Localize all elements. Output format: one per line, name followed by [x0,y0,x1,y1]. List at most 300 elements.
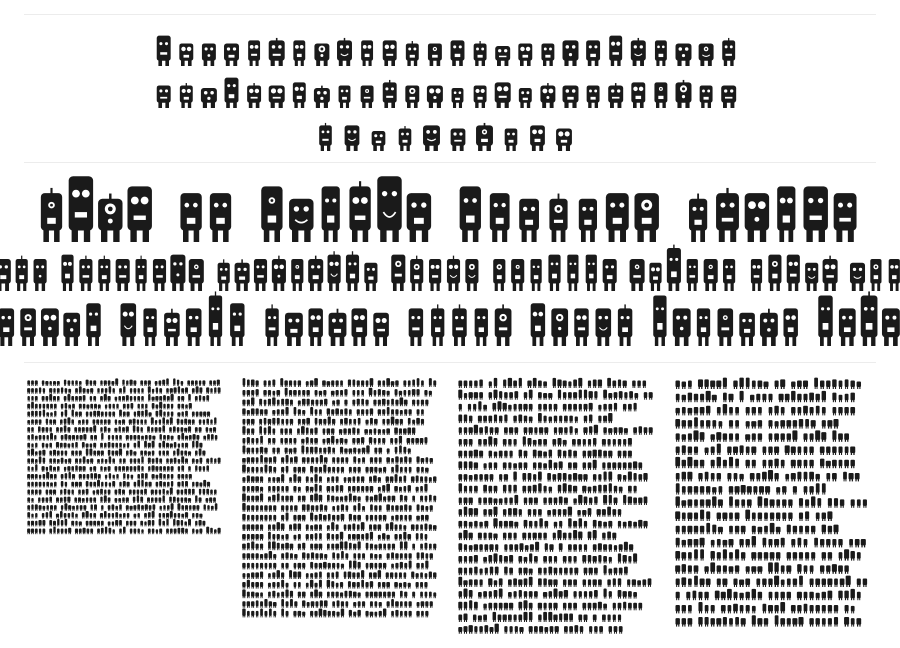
robot-glyph [838,407,842,415]
robot-glyph [729,566,734,573]
robot-glyph [850,393,854,403]
robot-glyph [799,526,803,534]
robot-glyph [307,399,310,406]
robot-glyph [129,490,132,496]
robot-glyph [763,460,767,468]
robot-glyph [392,496,396,503]
robot-glyph [199,520,202,526]
robot-glyph [528,533,531,541]
robot-glyph [488,555,492,564]
robot-glyph [797,394,801,402]
robot-glyph [845,447,849,455]
robot-glyph [408,390,411,397]
robot-glyph [390,476,394,483]
robot-glyph [400,467,403,474]
robot-glyph [49,520,52,526]
robot-glyph [115,498,118,503]
robot-glyph [167,482,170,488]
robot-glyph [386,476,389,483]
robot-glyph [584,416,587,424]
robot-glyph [247,400,250,407]
robot-glyph [638,497,642,505]
robot-glyph [31,482,34,488]
robot-glyph [31,521,34,527]
robot-glyph [618,614,621,622]
robot-glyph [156,482,159,488]
robot-glyph [65,529,68,535]
robot-glyph [122,497,125,503]
robot-glyph [260,563,263,570]
robot-glyph [400,410,403,416]
robot-glyph [428,43,442,66]
robot-glyph [541,43,554,66]
robot-glyph [210,490,213,496]
robot-glyph [863,579,867,587]
robot-glyph [614,486,617,494]
robot-glyph [181,497,184,503]
robot-glyph [144,419,146,425]
robot-glyph [20,308,36,346]
robot-glyph [682,564,686,574]
robot-glyph [514,544,518,552]
robot-glyph [839,460,843,468]
robot-glyph [68,505,71,511]
robot-glyph [277,418,280,425]
robot-glyph [311,552,314,559]
robot-glyph [306,418,310,425]
robot-glyph [373,572,377,579]
robot-glyph [331,436,334,445]
robot-glyph [53,458,56,464]
robot-glyph [264,465,267,474]
robot-glyph [255,524,258,531]
robot-glyph [644,392,647,400]
robot-glyph [395,400,398,407]
robot-glyph [173,426,176,432]
robot-glyph [68,380,71,386]
robot-glyph [700,499,704,507]
robot-glyph [378,524,382,531]
robot-glyph [302,612,305,618]
robot-glyph [166,529,169,535]
robot-glyph [503,462,507,470]
robot-glyph [785,394,790,402]
robot-glyph [700,538,705,548]
robot-glyph [53,521,56,527]
robot-glyph [400,457,403,464]
robot-glyph [519,590,522,599]
robot-glyph [281,474,284,483]
robot-glyph [805,511,809,521]
robot-glyph [509,603,513,611]
robot-glyph [247,573,250,579]
robot-glyph [533,485,537,494]
robot-glyph [753,486,757,494]
robot-glyph [378,380,381,387]
robot-glyph [242,486,245,493]
robot-glyph [86,380,89,386]
robot-glyph [544,521,548,529]
robot-glyph [179,43,193,66]
robot-glyph [46,497,49,503]
robot-glyph [269,563,272,570]
robot-glyph [294,505,297,512]
robot-glyph [156,411,159,417]
robot-glyph [833,407,837,415]
robot-glyph [337,600,340,607]
robot-glyph [623,380,627,388]
robot-glyph [407,438,411,445]
robot-glyph [185,505,188,511]
robot-glyph [539,427,543,435]
robot-glyph [508,579,512,587]
robot-glyph [499,498,503,505]
robot-glyph [745,510,750,521]
robot-glyph [361,85,374,108]
robot-glyph [822,592,826,600]
robot-glyph [269,457,272,464]
robot-glyph [345,553,348,560]
robot-glyph [285,388,288,397]
robot-glyph [284,438,287,445]
robot-glyph [704,566,708,573]
robot-glyph [608,83,623,108]
robot-glyph [203,489,206,495]
robot-glyph [828,498,832,508]
robot-glyph [352,380,355,387]
robot-glyph [563,556,567,564]
robot-glyph [508,405,511,412]
robot-glyph [370,378,374,387]
robot-glyph [340,485,343,492]
robot-glyph [177,427,180,433]
robot-glyph [433,476,436,483]
robot-glyph [370,544,373,551]
robot-glyph [739,580,744,587]
robot-glyph [108,396,111,402]
robot-glyph [675,511,680,521]
robot-glyph [39,451,42,457]
robot-glyph [717,539,721,547]
robot-glyph [474,450,478,459]
robot-glyph [242,426,245,435]
robot-glyph [130,380,133,386]
robot-glyph [811,420,816,428]
robot-glyph [474,425,478,435]
robot-glyph [799,513,803,521]
robot-glyph [314,589,318,598]
robot-glyph [79,482,82,488]
robot-glyph [464,393,467,400]
robot-glyph [327,544,330,551]
robot-glyph [845,394,849,402]
robot-glyph [791,382,795,389]
robot-glyph [349,543,352,550]
robot-glyph [554,416,557,424]
robot-glyph [31,419,34,425]
robot-glyph [514,427,518,435]
robot-glyph [633,592,637,599]
robot-glyph [529,591,533,599]
robot-glyph [177,449,180,457]
robot-glyph [522,533,526,541]
robot-glyph [79,386,82,394]
robot-glyph [0,259,11,291]
robot-glyph [399,391,402,397]
robot-glyph [332,611,335,618]
robot-glyph [399,524,402,531]
robot-glyph [628,451,632,459]
robot-glyph [609,557,612,564]
robot-glyph [716,432,721,442]
robot-glyph [750,395,754,402]
robot-glyph [429,495,432,502]
robot-glyph [567,255,578,291]
robot-glyph [31,504,33,510]
robot-glyph [564,626,568,634]
robot-glyph [50,427,52,433]
robot-glyph [196,505,199,511]
robot-glyph [60,427,63,433]
robot-glyph [131,403,134,409]
robot-glyph [588,603,592,611]
glyph-row-digits [319,123,572,151]
robot-glyph [483,591,487,599]
robot-glyph [259,426,262,435]
robot-glyph [504,544,507,552]
robot-glyph [706,406,710,416]
robot-glyph [479,626,482,634]
robot-glyph [310,592,313,599]
robot-glyph [149,412,152,417]
robot-glyph [281,580,284,589]
robot-glyph [484,625,488,634]
robot-glyph [196,441,199,449]
robot-glyph [504,392,507,400]
robot-glyph [281,592,284,599]
robot-glyph [319,572,322,579]
robot-glyph [357,438,360,445]
robot-glyph [206,489,209,495]
robot-glyph [469,451,473,459]
robot-glyph [391,458,394,464]
robot-glyph [370,532,373,541]
robot-glyph [316,457,319,464]
robot-glyph [83,456,86,464]
robot-glyph [247,380,250,387]
robot-glyph [425,553,428,560]
robot-glyph [104,511,107,519]
robot-glyph [203,396,206,402]
robot-glyph [100,497,102,503]
robot-glyph [787,592,791,600]
robot-glyph [509,392,513,400]
robot-glyph [148,386,151,394]
robot-glyph [148,443,151,449]
robot-glyph [822,407,826,415]
robot-glyph [378,429,381,435]
robot-glyph [614,392,618,400]
robot-glyph [409,409,412,416]
robot-glyph [277,493,280,502]
robot-glyph [64,497,67,503]
robot-glyph [90,380,93,386]
robot-glyph [101,433,103,441]
robot-glyph [694,513,698,521]
robot-glyph [119,388,122,394]
robot-glyph [174,513,177,519]
robot-glyph [421,515,424,522]
robot-glyph [400,419,403,426]
robot-glyph [844,433,849,441]
robot-glyph [134,458,137,464]
robot-glyph [264,611,267,618]
robot-glyph [603,544,607,552]
robot-glyph [214,490,217,496]
robot-glyph [314,438,318,445]
robot-glyph [420,572,423,579]
robot-glyph [302,457,306,464]
robot-glyph [39,404,41,410]
robot-glyph [46,396,49,402]
robot-glyph [378,582,381,589]
robot-glyph [134,521,137,527]
robot-glyph [242,477,245,483]
robot-glyph [563,451,566,459]
robot-glyph [780,379,785,389]
robot-glyph [314,474,317,483]
robot-glyph [804,486,808,494]
robot-glyph [774,473,778,481]
robot-glyph [251,419,255,426]
robot-glyph [788,513,792,521]
robot-glyph [513,416,516,424]
robot-glyph [687,526,692,534]
robot-glyph [83,395,86,401]
robot-glyph [712,487,716,494]
robot-glyph [323,448,326,455]
robot-glyph [302,410,305,416]
robot-glyph [260,455,263,464]
robot-glyph [379,554,382,560]
robot-glyph [583,439,586,447]
robot-glyph [710,434,714,441]
robot-glyph [577,439,581,447]
robot-glyph [387,400,390,407]
robot-glyph [644,427,648,435]
robot-glyph [710,562,715,573]
robot-glyph [151,427,153,433]
robot-glyph [564,613,568,622]
robot-glyph [206,419,209,425]
robot-glyph [504,626,507,634]
robot-glyph [112,521,114,526]
robot-glyph [538,462,542,470]
robot-glyph [264,418,267,425]
robot-glyph [458,451,462,459]
robot-glyph [508,485,511,494]
robot-glyph [260,592,263,598]
robot-glyph [272,448,275,455]
robot-glyph [260,467,263,474]
robot-glyph [504,474,508,482]
robot-glyph [395,524,398,531]
robot-glyph [425,611,428,618]
robot-glyph [310,611,313,618]
robot-glyph [580,626,583,634]
robot-glyph [72,435,75,441]
robot-glyph [430,505,433,512]
robot-glyph [294,601,297,608]
robot-glyph [47,505,49,511]
robot-glyph [218,387,221,393]
robot-glyph [716,618,721,626]
robot-glyph [628,438,632,447]
robot-glyph [382,582,385,589]
headline-line-3 [0,291,900,346]
robot-glyph [46,467,48,472]
robot-glyph [509,568,513,576]
robot-glyph [741,485,746,495]
robot-glyph [573,462,577,470]
robot-glyph [78,427,81,433]
robot-glyph [787,525,791,535]
robot-glyph [358,601,361,608]
robot-glyph [474,626,477,634]
robot-glyph [548,612,552,622]
robot-glyph [82,490,85,496]
robot-glyph [369,524,372,531]
robot-glyph [559,568,562,576]
robot-glyph [71,521,74,527]
robot-glyph [495,624,499,634]
robot-glyph [563,40,579,66]
robot-glyph [46,404,49,410]
robot-glyph [612,533,616,541]
robot-glyph [369,476,372,483]
robot-glyph [53,527,55,535]
robot-glyph [391,381,395,387]
robot-glyph [379,544,382,551]
robot-glyph [698,592,702,600]
robot-glyph [93,419,96,425]
robot-glyph [75,465,78,471]
robot-glyph [80,505,83,511]
robot-glyph [185,404,188,409]
robot-glyph [281,409,284,416]
robot-glyph [206,465,209,471]
robot-glyph [518,462,522,470]
robot-glyph [741,526,746,534]
robot-glyph [341,514,345,521]
robot-glyph [504,451,507,459]
robot-glyph [242,438,245,445]
robot-glyph [425,592,428,599]
robot-glyph [598,450,602,459]
robot-glyph [272,397,275,406]
robot-glyph [400,553,403,560]
robot-glyph [421,458,425,464]
robot-glyph [673,308,691,346]
robot-glyph [758,552,762,560]
robot-glyph [286,455,289,464]
robot-glyph [264,409,267,416]
robot-glyph [602,509,606,517]
robot-glyph [529,390,533,400]
robot-glyph [328,447,331,454]
robot-glyph [735,459,739,469]
robot-glyph [281,563,284,570]
